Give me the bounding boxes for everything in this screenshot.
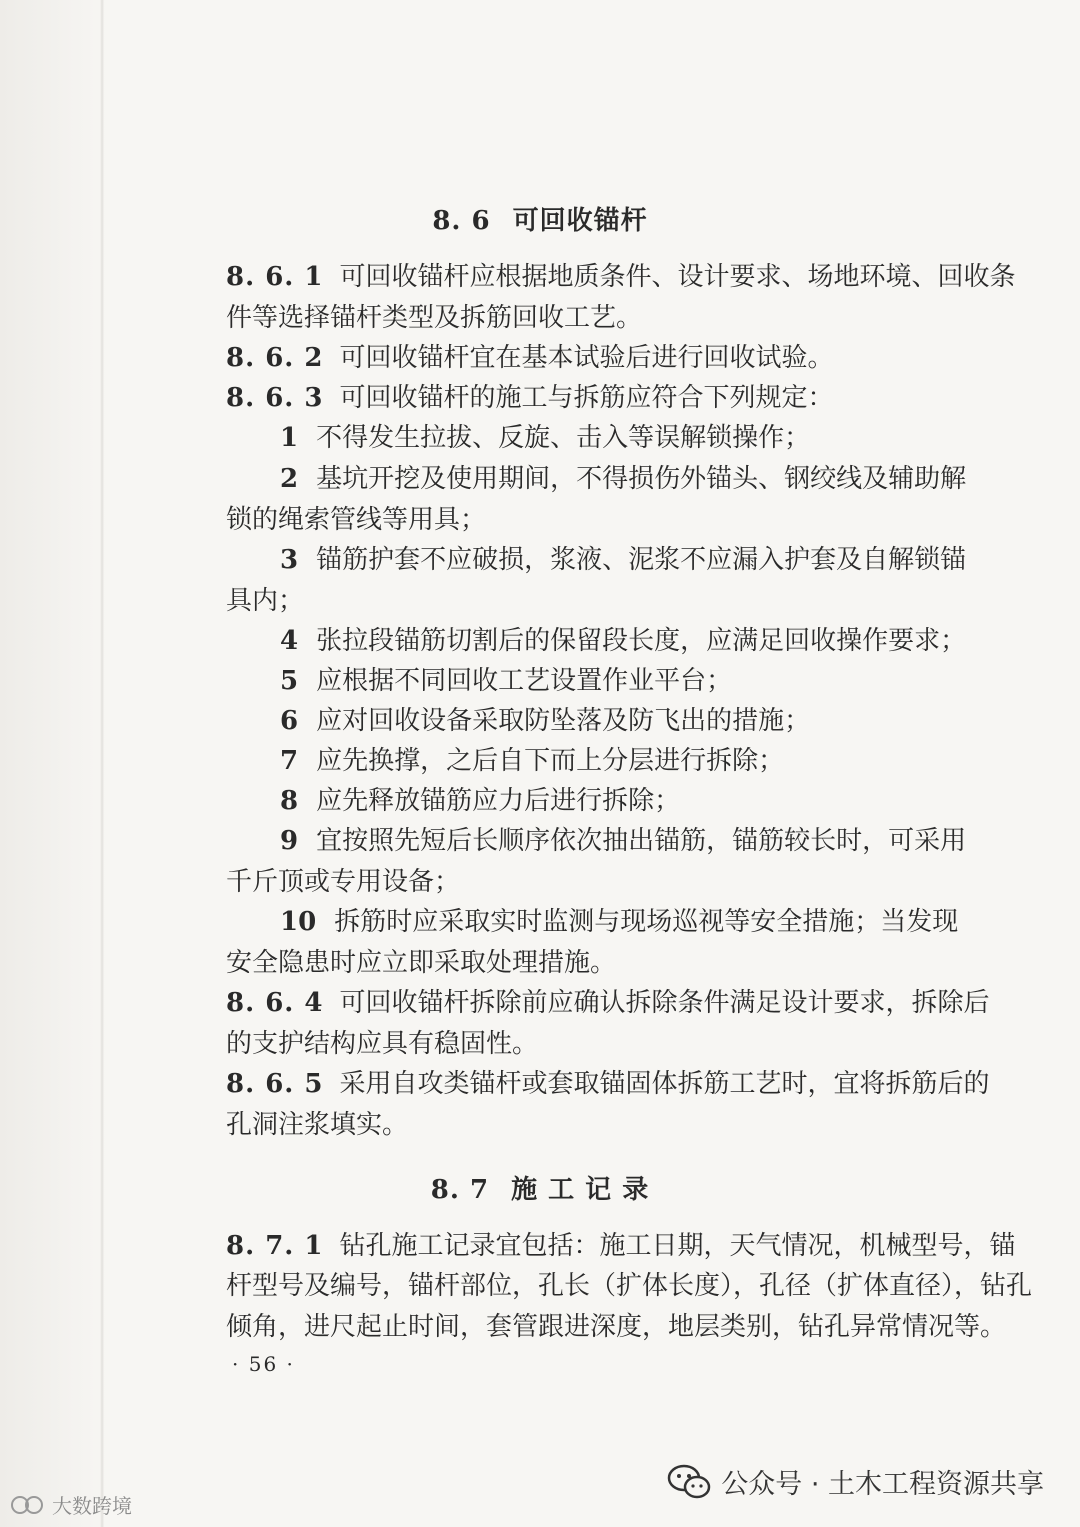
- clause-8-6-4: [226, 983, 990, 1023]
- item-text: 锚筋护套不应破损，浆液、泥浆不应漏入护套及自解锁锚: [316, 545, 967, 575]
- clause-8-6-2: [226, 338, 986, 378]
- list-item: [280, 540, 986, 580]
- item-number: 2: [280, 464, 299, 494]
- item-number: 7: [280, 746, 299, 776]
- clause-text: 可回收锚杆应根据地质条件、设计要求、场地环境、回收条: [339, 262, 1016, 292]
- item-text: 应根据不同回收工艺设置作业平台；: [316, 666, 733, 696]
- list-item: [280, 459, 986, 499]
- item-text: 应先换撑，之后自下而上分层进行拆除；: [316, 746, 785, 776]
- clause-text: 采用自攻类锚杆或套取锚固体拆筋工艺时，宜将拆筋后的: [339, 1069, 990, 1099]
- clause-number: 8. 7. 1: [226, 1231, 324, 1261]
- list-item: [280, 621, 986, 661]
- clause-number: 8. 6. 1: [226, 262, 324, 292]
- list-item: [280, 418, 986, 458]
- section-title: 施 工 记 录: [511, 1175, 650, 1205]
- watermark-text: 公众号 · 土木工程资源共享: [721, 1469, 1044, 1500]
- clause-number: 8. 6. 4: [226, 988, 324, 1018]
- clause-number: 8. 6. 3: [226, 383, 324, 413]
- page-number: · 56 ·: [232, 1352, 295, 1376]
- list-item-cont: 千斤顶或专用设备；: [226, 867, 461, 897]
- clause-number: 8. 6. 5: [226, 1069, 324, 1099]
- list-item: [280, 661, 986, 701]
- brand-logo-icon: [8, 1493, 48, 1517]
- item-text: 应先释放锚筋应力后进行拆除；: [316, 786, 681, 816]
- item-text: 基坑开挖及使用期间，不得损伤外锚头、钢绞线及辅助解: [316, 464, 967, 494]
- list-item: [280, 741, 986, 781]
- clause-8-7-1: [226, 1226, 1016, 1266]
- clause-8-6-1: [226, 257, 1016, 297]
- section-number: 8. 6: [432, 206, 491, 236]
- corner-watermark: [8, 1490, 132, 1519]
- section-heading-8-7: [0, 1169, 1080, 1206]
- clause-8-6-4-cont: 的支护结构应具有稳固性。: [226, 1029, 539, 1059]
- item-number: 4: [280, 626, 299, 656]
- clause-8-6-5: [226, 1064, 990, 1104]
- section-title: 可回收锚杆: [512, 206, 648, 236]
- clause-number: 8. 6. 2: [226, 343, 324, 373]
- section-heading-8-6: [0, 200, 1080, 237]
- clause-8-7-1-cont: 倾角，进尺起止时间，套管跟进深度，地层类别，钻孔异常情况等。: [226, 1312, 1007, 1342]
- item-number: 3: [280, 545, 299, 575]
- item-text: 不得发生拉拔、反旋、击入等误解锁操作；: [316, 423, 811, 453]
- item-number: 9: [280, 826, 299, 856]
- item-text: 宜按照先短后长顺序依次抽出锚筋，锚筋较长时，可采用: [316, 826, 967, 856]
- item-number: 1: [280, 423, 299, 453]
- clause-text: 钻孔施工记录宜包括：施工日期，天气情况，机械型号，锚: [339, 1231, 1016, 1261]
- clause-text: 可回收锚杆拆除前应确认拆除条件满足设计要求，拆除后: [339, 988, 990, 1018]
- list-item-cont: 具内；: [226, 586, 305, 616]
- clause-8-6-3: [226, 378, 986, 418]
- clause-text: 可回收锚杆宜在基本试验后进行回收试验。: [339, 343, 834, 373]
- item-text: 拆筋时应采取实时监测与现场巡视等安全措施；当发现: [334, 907, 959, 937]
- list-item-cont: 锁的绳索管线等用具；: [226, 505, 487, 535]
- watermark: [667, 1462, 1044, 1501]
- list-item: [280, 781, 986, 821]
- item-number: 6: [280, 706, 299, 736]
- item-text: 应对回收设备采取防坠落及防飞出的措施；: [316, 706, 811, 736]
- list-item: [280, 701, 986, 741]
- list-item: [280, 821, 986, 861]
- clause-text: 可回收锚杆的施工与拆筋应符合下列规定：: [339, 383, 834, 413]
- list-item-cont: 安全隐患时应立即采取处理措施。: [226, 948, 617, 978]
- section-number: 8. 7: [430, 1175, 490, 1205]
- clause-8-7-1-cont: 杆型号及编号，锚杆部位，孔长（扩体长度），孔径（扩体直径），钻孔: [226, 1271, 1033, 1301]
- wechat-icon: [667, 1464, 711, 1500]
- item-number: 5: [280, 666, 299, 696]
- list-item: [280, 902, 986, 942]
- item-number: 10: [280, 907, 317, 937]
- item-text: 张拉段锚筋切割后的保留段长度，应满足回收操作要求；: [316, 626, 967, 656]
- clause-8-6-5-cont: 孔洞注浆填实。: [226, 1110, 409, 1140]
- item-number: 8: [280, 786, 299, 816]
- corner-mark-text: 大数跨境: [52, 1494, 132, 1518]
- clause-8-6-1-cont: 件等选择锚杆类型及拆筋回收工艺。: [226, 303, 643, 333]
